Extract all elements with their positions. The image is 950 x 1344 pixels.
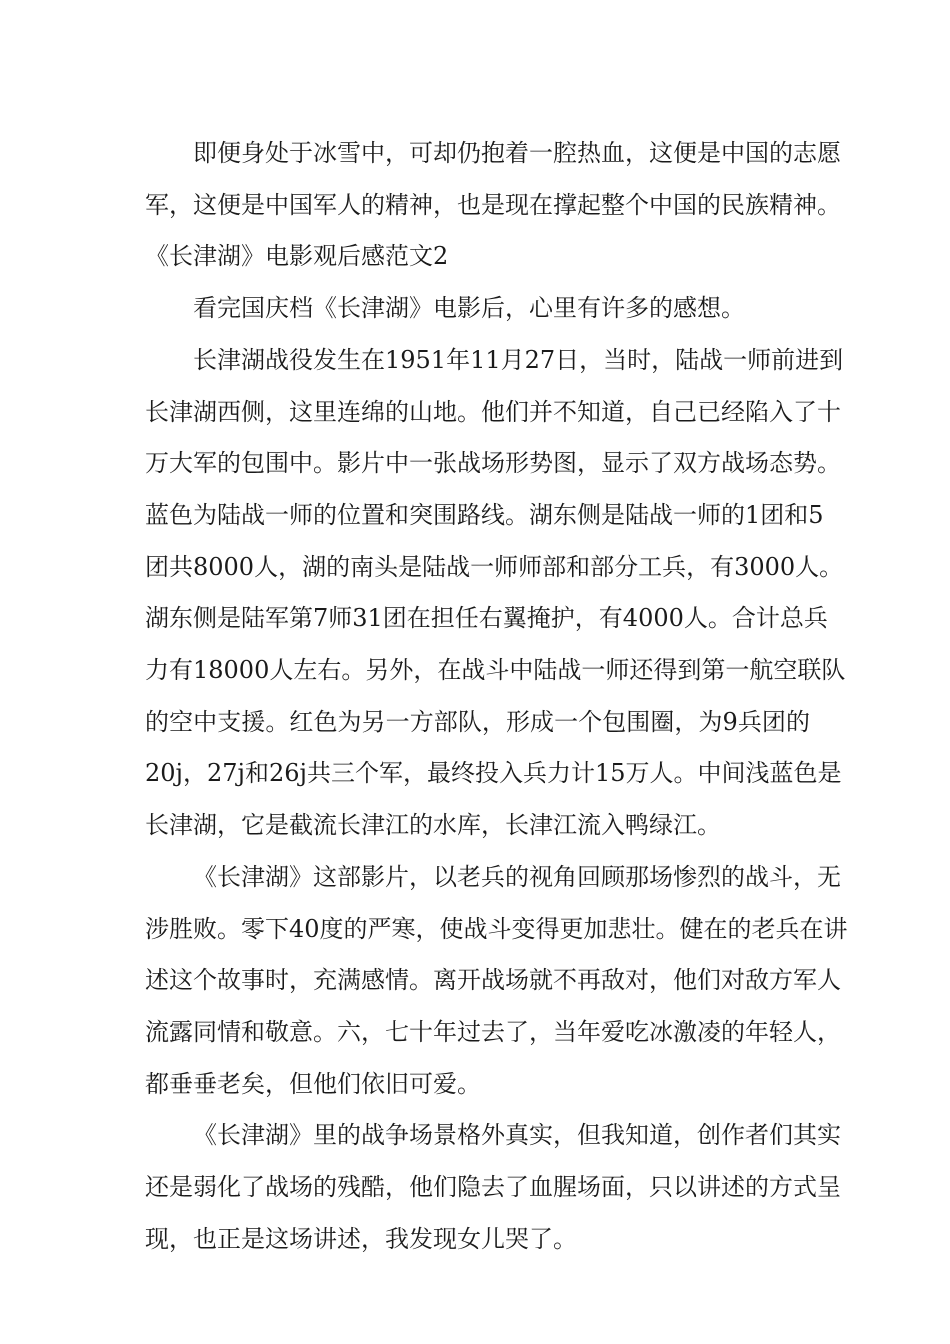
text-line: 述这个故事时，充满感情。离开战场就不再敌对，他们对敌方军人 <box>145 966 841 995</box>
heading-text: 《长津湖》电影观后感范文2 <box>145 242 449 271</box>
text-line: 蓝色为陆战一师的位置和突围路线。湖东侧是陆战一师的1团和5 <box>145 500 824 529</box>
text-line: 湖东侧是陆军第7师31团在担任右翼掩护，有4000人。合计总兵 <box>145 604 828 633</box>
paragraph-3 <box>145 335 846 852</box>
paragraph-5 <box>145 1110 841 1265</box>
text-line: 《长津湖》这部影片，以老兵的视角回顾那场惨烈的战斗，无 <box>193 862 841 891</box>
paragraph-2 <box>145 283 810 335</box>
text-line: 20j，27j和26j共三个军，最终投入兵力计15万人。中间浅蓝色是 <box>145 759 842 788</box>
text-line: 军，这便是中国军人的精神，也是现在撑起整个中国的民族精神。 <box>145 190 841 219</box>
paragraph-4 <box>145 852 848 1111</box>
text-line: 都垂垂老矣，但他们依旧可爱。 <box>145 1069 481 1098</box>
text-line: 长津湖西侧，这里连绵的山地。他们并不知道，自己已经陷入了十 <box>145 397 841 426</box>
text-line: 长津湖战役发生在1951年11月27日，当时，陆战一师前进到 <box>193 345 844 374</box>
paragraph-1 <box>145 128 841 231</box>
section-heading <box>145 231 810 283</box>
text-line: 流露同情和敬意。六，七十年过去了，当年爱吃冰激凌的年轻人， <box>145 1017 841 1046</box>
text-line: 团共8000人，湖的南头是陆战一师师部和部分工兵，有3000人。 <box>145 552 844 581</box>
text-line: 即便身处于冰雪中，可却仍抱着一腔热血，这便是中国的志愿 <box>193 139 841 167</box>
text-line: 的空中支援。红色为另一方部队，形成一个包围圈，为9兵团的 <box>145 707 810 736</box>
text-line: 万大军的包围中。影片中一张战场形势图，显示了双方战场态势。 <box>145 449 841 478</box>
text-line: 涉胜败。零下40度的严寒，使战斗变得更加悲壮。健在的老兵在讲 <box>145 914 848 943</box>
text-line: 长津湖，它是截流长津江的水库，长津江流入鸭绿江。 <box>145 811 721 840</box>
text-line: 《长津湖》里的战争场景格外真实，但我知道，创作者们其实 <box>193 1121 841 1150</box>
text-line: 看完国庆档《长津湖》电影后，心里有许多的感想。 <box>193 294 745 323</box>
text-line: 力有18000人左右。另外，在战斗中陆战一师还得到第一航空联队 <box>145 656 846 685</box>
article-body <box>145 128 848 1265</box>
text-line: 现，也正是这场讲述，我发现女儿哭了。 <box>145 1224 577 1253</box>
text-line: 还是弱化了战场的残酷，他们隐去了血腥场面，只以讲述的方式呈 <box>145 1173 841 1202</box>
